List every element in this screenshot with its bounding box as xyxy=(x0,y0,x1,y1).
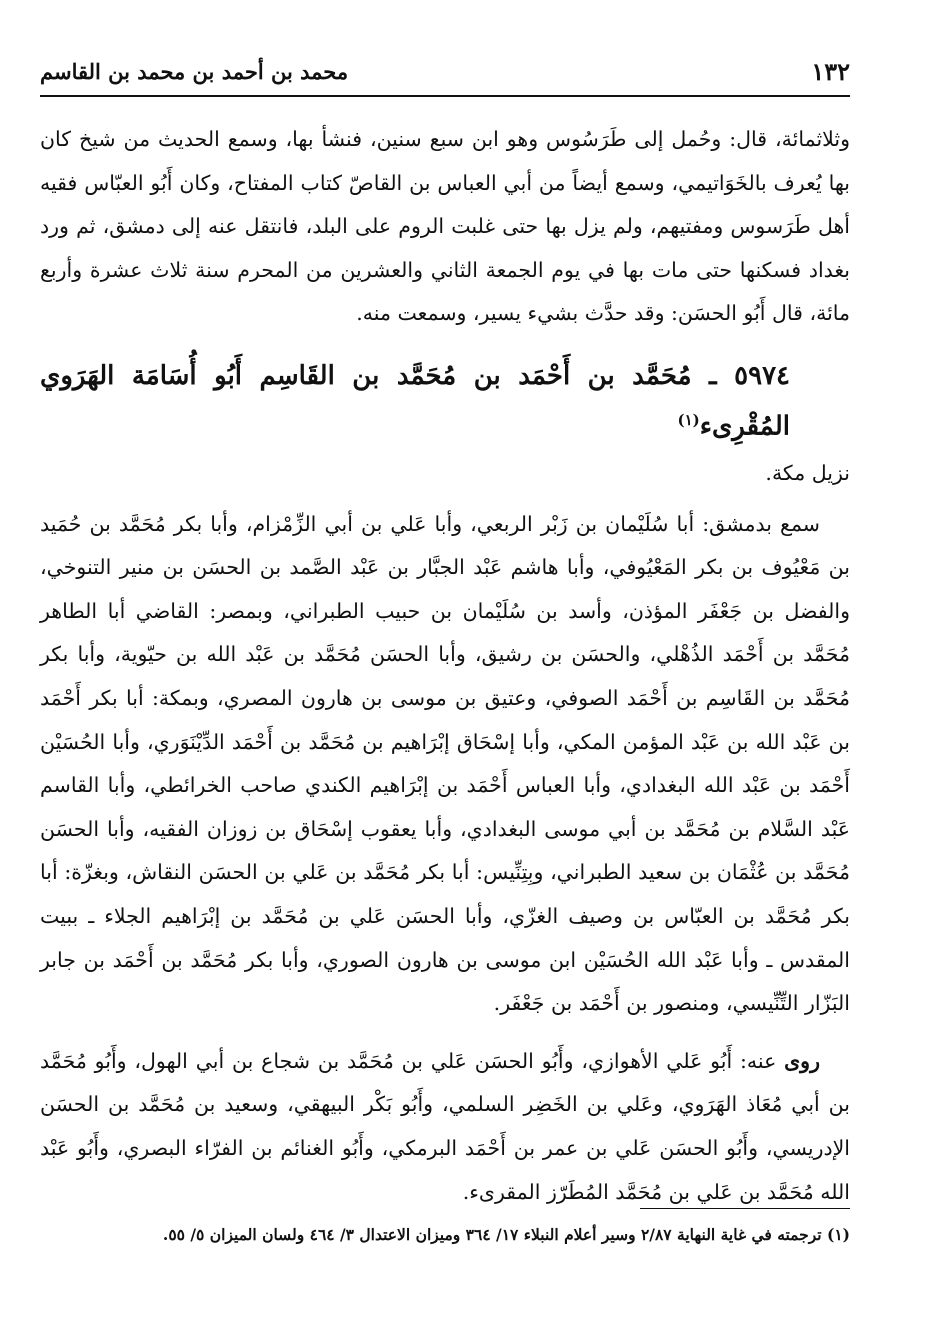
entry-heading-text: ٥٩٧٤ ـ مُحَمَّد بن أَحْمَد بن مُحَمَّد بن القَاسِم أَبُو أُسَامَة الهَرَوي المُقْرِىء xyxy=(40,360,790,442)
narrators-text: عنه: أَبُو عَلي الأهوازي، وأَبُو الحسَن عَلي بن مُحَمَّد بن شجاع بن أبي الهول، وأَبُو مُحَمَّد بن أبي مُعَاذ الهَرَوي، وعَلي بن الخَضِر السلمي، وأَبُو بَكْر البيهقي، وسعيد بن مُحَمَّد بن الحسَن الإدريسي، وأَبُو الحسَن عَلي بن عمر بن أَحْمَد البرمكي، وأَبُو الغنائم بن الفرّاء البصري، وأَبُو عَبْد الله مُحَمَّد بن عَلي بن مُحَمَّد المُطَرّز المقرىء. xyxy=(40,1048,850,1204)
footnote-separator xyxy=(640,1208,850,1209)
intro-paragraph: وثلاثمائة، قال: وحُمل إلى طَرَسُوس وهو ابن سبع سنين، فنشأ بها، وسمع الحديث من شيخ كان بها يُعرف بالخَوَاتيمي، وسمع أيضاً من أبي العباس بن القاصّ كتاب المفتاح، وكان أَبُو العبّاس فقيه أهل طَرَسوس ومفتيهم، ولم يزل بها حتى غلبت الروم على البلد، فانتقل عنه إلى دمشق، ثم ورد بغداد فسكنها حتى مات بها في يوم الجمعة الثاني والعشرين من المحرم سنة ثلاث عشرة وأربع مائة، قال أَبُو الحسَن: وقد حدَّث بشيء يسير، وسمعت منه. xyxy=(40,127,850,326)
running-header xyxy=(40,55,850,97)
residence-line: نزيل مكة. xyxy=(765,460,850,485)
main-text xyxy=(40,118,850,1214)
footnote: (١) ترجمته في غاية النهاية ٢/٨٧ وسير أعلام النبلاء ١٧/ ٣٦٤ وميزان الاعتدال ٣/ ٤٦٤ ولسان الميزان ٥/ ٥٥. xyxy=(162,1225,850,1244)
footnote-reference[interactable]: (١) xyxy=(677,410,700,429)
entry-heading xyxy=(40,354,850,449)
narrators-lead-word: روى xyxy=(784,1048,820,1073)
running-title: محمد بن أحمد بن محمد بن القاسم xyxy=(40,59,349,84)
narrators-paragraph xyxy=(40,1040,850,1214)
paragraph-gap xyxy=(40,1026,850,1040)
page-number: ١٣٢ xyxy=(811,57,850,86)
teachers-paragraph: سمع بدمشق: أبا سُلَيْمان بن زَبْر الربعي، وأبا عَلي بن أبي الزِّمْزام، وأبا بكر مُحَمَّد بن حُمَيد بن مَعْيُوف بن بكر المَعْيُوفي، وأبا هاشم عَبْد الجبَّار بن عَبْد الصَّمد بن الحسَن بن منير التنوخي، والفضل بن جَعْفَر المؤذن، وأسد بن سُلَيْمان بن حبيب الطبراني، وبمصر: القاضي أبا الطاهر مُحَمَّد بن أَحْمَد الذُهْلي، والحسَن بن رشيق، وأبا الحسَن مُحَمَّد بن عَبْد الله بن حيّوية، وأبا بكر مُحَمَّد بن القَاسِم بن أَحْمَد الصوفي، وعتيق بن موسى بن هارون المصري، وبمكة: أبا بكر أَحْمَد بن عَبْد الله بن عَبْد المؤمن المكي، وأبا إسْحَاق إبْرَاهيم بن مُحَمَّد بن أَحْمَد الدِّيْنَوَري، وأبا الحُسَيْن أَحْمَد بن عَبْد الله البغدادي، وأبا العباس أَحْمَد بن إبْرَاهيم الكندي صاحب الخرائطي، وأبا القاسم عَبْد السَّلام بن مُحَمَّد بن أبي موسى البغدادي، وأبا يعقوب إسْحَاق بن زوزان الفقيه، وأبا الحسَن مُحَمَّد بن عُثْمَان بن سعيد الطبراني، وبِتِنِّيس: أبا بكر مُحَمَّد بن عَلي بن الحسَن النقاش، وبغزّة: أبا بكر مُحَمَّد بن العبّاس بن وصيف الغزّي، وأبا الحسَن عَلي بن مُحَمَّد بن إبْرَاهيم الجلاء ـ ببيت المقدس ـ وأبا عَبْد الله الحُسَيْن ابن موسى بن هارون الصوري، وأبا بكر مُحَمَّد بن أَحْمَد بن جابر البَزّار التِّنِّيسي، ومنصور بن أَحْمَد بن جَعْفَر. xyxy=(40,511,850,1016)
